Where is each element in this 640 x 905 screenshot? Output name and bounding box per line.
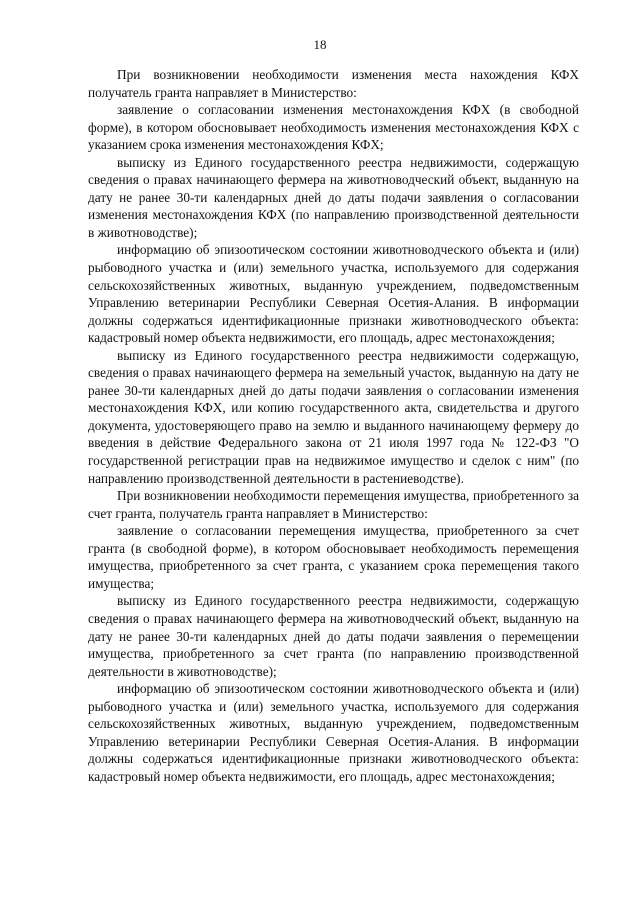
page-number: 18 bbox=[313, 37, 327, 52]
paragraph-kfh-registry-extract-livestock: выписку из Единого государственного реестра недвижимости, содержащую сведения о правах начинающего фермера на животноводческий объект, выданную на дату не ранее 30-ти календарных дней до даты подачи заявления о согласовании изменения местонахождения КФХ (по направлению производственной деятельности в животноводстве); bbox=[88, 154, 579, 240]
document-body bbox=[88, 66, 579, 785]
paragraph-kfh-epizootic-info: информацию об эпизоотическом состоянии животноводческого объекта и (или) рыбоводного участка и (или) земельного участка, используемого для содержания сельскохозяйственных животных, выданную учреждением, подведомственным Управлению ветеринарии Республики Северная Осетия-Алания. В информации должны содержаться идентификационные признаки животноводческого объекта: кадастровый номер объекта недвижимости, его площадь, адрес местонахождения; bbox=[88, 242, 579, 346]
paragraph-kfh-relocation-application: заявление о согласовании изменения местонахождения КФХ (в свободной форме), в котором обосновывает необходимость изменения местонахождения КФХ с указанием срока изменения местонахождения КФХ; bbox=[88, 102, 579, 153]
paragraph-property-move-intro: При возникновении необходимости перемещения имущества, приобретенного за счет гранта, получатель гранта направляет в Министерство: bbox=[88, 488, 579, 521]
paragraph-kfh-registry-extract-land: выписку из Единого государственного реестра недвижимости содержащую, сведения о правах начинающего фермера на земельный участок, выданную на дату не ранее 30-ти календарных дней до даты подачи заявления о согласовании изменения местонахождения КФХ, или копию государственного акта, свидетельства и другого документа, удостоверяющего право на землю и выданного начинающему фермеру до введения в действие Федерального закона от 21 июля 1997 года № 122-ФЗ "О государственной регистрации прав на недвижимое имущество и сделок с ним" (по направлению производственной деятельности в растениеводстве). bbox=[88, 347, 579, 486]
paragraph-property-registry-extract: выписку из Единого государственного реестра недвижимости, содержащую сведения о правах начинающего фермера на животноводческий объект, выданную на дату не ранее 30-ти календарных дней до даты подачи заявления о перемещении имущества, приобретенного за счет гранта (по направлению производственной деятельности в животноводстве); bbox=[88, 593, 579, 679]
paragraph-kfh-relocation-intro: При возникновении необходимости изменения места нахождения КФХ получатель гранта направляет в Министерство: bbox=[88, 67, 579, 100]
paragraph-property-move-application: заявление о согласовании перемещения имущества, приобретенного за счет гранта (в свободной форме), в котором обосновывает необходимость перемещения имущества, приобретенного за счет гранта, с указанием срока перемещения такого имущества; bbox=[88, 523, 579, 591]
paragraph-property-epizootic-info: информацию об эпизоотическом состоянии животноводческого объекта и (или) рыбоводного участка и (или) земельного участка, используемого для содержания сельскохозяйственных животных, выданную учреждением, подведомственным Управлению ветеринарии Республики Северная Осетия-Алания. В информации должны содержаться идентификационные признаки животноводческого объекта: кадастровый номер объекта недвижимости, его площадь, адрес местонахождения; bbox=[88, 681, 579, 784]
